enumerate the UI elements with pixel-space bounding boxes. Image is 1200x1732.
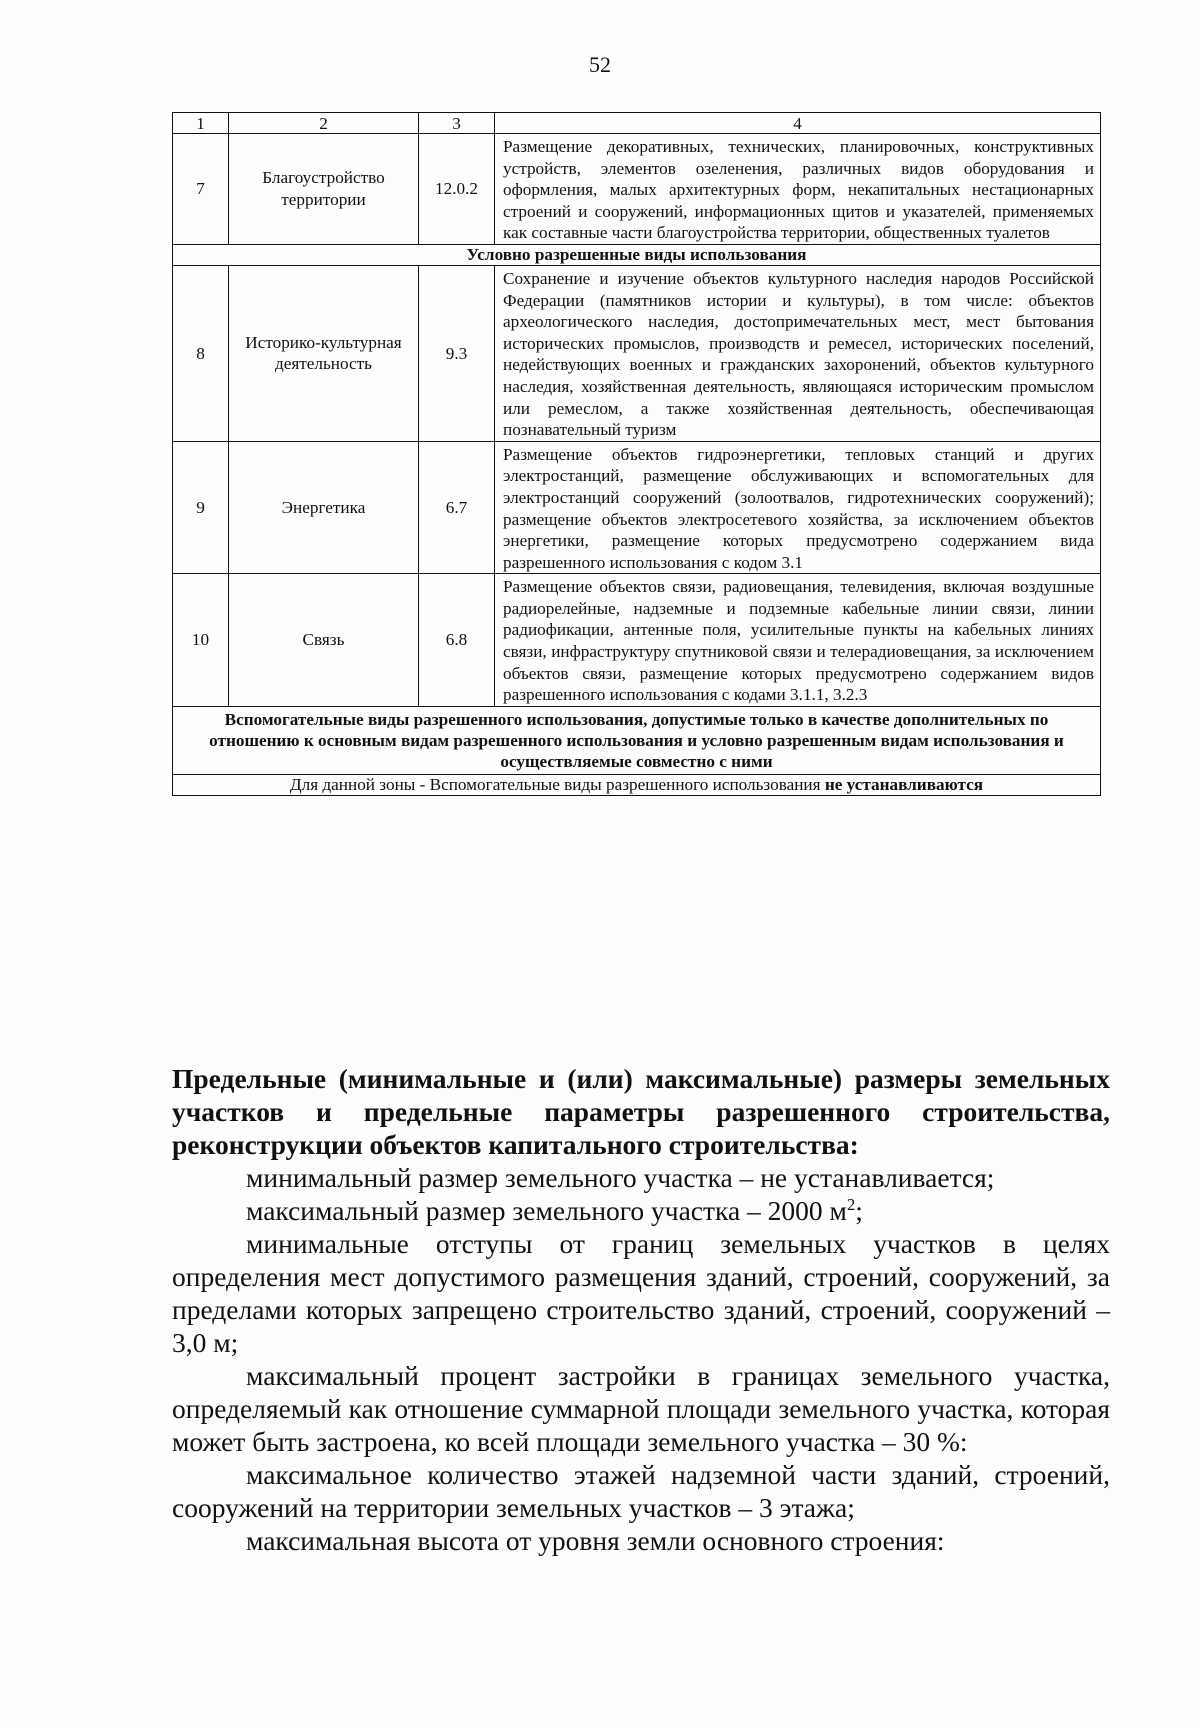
table-row — [173, 574, 1101, 707]
param-setbacks: минимальные отступы от границ земельных участков в целях определения мест допустимого размещения зданий, строений, сооружений, за пределами которых запрещено строительство зданий, строений, сооружений – 3,0 м; — [172, 1228, 1110, 1358]
header-cell: 3 — [419, 113, 495, 134]
section-title-conditional: Условно разрешенные виды использования — [173, 244, 1101, 265]
table-header-row — [173, 113, 1101, 134]
note-text: Для данной зоны - Вспомогательные виды разрешенного использования — [289, 774, 825, 794]
param-max-size — [172, 1194, 1110, 1227]
section-row — [173, 706, 1101, 774]
max-size-sup: 2 — [846, 1194, 856, 1214]
param-floors: максимальное количество этажей надземной части зданий, строений, сооружений на территории земельных участков – 3 этажа; — [172, 1459, 1110, 1523]
parameters-heading: Предельные (минимальные и (или) максимальные) размеры земельных участков и предельные параметры разрешенного строительства, реконструкции объектов капитального строительства: — [172, 1063, 1110, 1160]
use-code: 6.8 — [419, 574, 495, 707]
max-size-suffix: ; — [855, 1195, 863, 1226]
land-use-table — [172, 112, 1101, 796]
parameters-section — [172, 1062, 1110, 1557]
param-min-size: минимальный размер земельного участка – не устанавливается; — [246, 1162, 995, 1193]
use-description: Размещение декоративных, технических, планировочных, конструктивных устройств, элементов озеленения, различных видов оборудования и оформления, малых архитектурных форм, некапитальных нестационарных строений и сооружений, информационных щитов и указателей, применяемых как составные части благоустройства территории, общественных туалетов — [495, 134, 1101, 245]
use-name: Историко-культурная деятельность — [229, 265, 419, 441]
use-description: Размещение объектов связи, радиовещания, телевидения, включая воздушные радиорелейные, надземные и подземные кабельные линии связи, линии радиофикации, антенные поля, усилительные пункты на кабельных линиях связи, инфраструктуру спутниковой связи и телерадиовещания, за исключением объектов связи, размещение которых предусмотрено содержанием видов разрешенного использования с кодами 3.1.1, 3.2.3 — [495, 574, 1101, 707]
max-size-text: максимальный размер земельного участка – 2000 м — [246, 1195, 847, 1226]
header-cell: 1 — [173, 113, 229, 134]
page-number: 52 — [589, 52, 611, 77]
row-number: 10 — [173, 574, 229, 707]
note-row — [173, 774, 1101, 795]
note-emphasis: не устанавливаются — [824, 774, 984, 794]
table-row — [173, 265, 1101, 441]
section-row — [173, 244, 1101, 265]
use-description: Размещение объектов гидроэнергетики, тепловых станций и других электростанций, размещение обслуживающих и вспомогательных для электростанций сооружений (золоотвалов, гидротехнических сооружений); размещение объектов электросетевого хозяйства, за исключением объектов энергетики, размещение которых предусмотрено содержанием вида разрешенного использования с кодом 3.1 — [495, 441, 1101, 574]
use-code: 9.3 — [419, 265, 495, 441]
table-row — [173, 134, 1101, 245]
use-name: Энергетика — [229, 441, 419, 574]
use-description: Сохранение и изучение объектов культурного наследия народов Российской Федерации (памятников истории и культуры), в том числе: объектов археологического наследия, достопримечательных мест, мест бытования исторических промыслов, производств и ремесел, исторических поселений, недействующих военных и гражданских захоронений, объектов культурного наследия, хозяйственная деятельность, являющаяся историческим промыслом или ремеслом, а также хозяйственная деятельность, обеспечивающая познавательный туризм — [495, 265, 1101, 441]
row-number: 7 — [173, 134, 229, 245]
use-name: Связь — [229, 574, 419, 707]
section-title-auxiliary: Вспомогательные виды разрешенного использования, допустимые только в качестве дополнительных по отношению к основным видам разрешенного использования и условно разрешенным видам использования и осуществляемые совместно с ними — [173, 706, 1101, 774]
use-name: Благоустройство территории — [229, 134, 419, 245]
row-number: 9 — [173, 441, 229, 574]
use-code: 6.7 — [419, 441, 495, 574]
param-coverage: максимальный процент застройки в границах земельного участка, определяемый как отношение суммарной площади земельного участка, которая может быть застроена, ко всей площади земельного участка – 30 %: — [172, 1360, 1110, 1457]
param-height: максимальная высота от уровня земли основного строения: — [246, 1525, 945, 1556]
header-cell: 2 — [229, 113, 419, 134]
header-cell: 4 — [495, 113, 1101, 134]
row-number: 8 — [173, 265, 229, 441]
auxiliary-note — [173, 774, 1101, 795]
use-code: 12.0.2 — [419, 134, 495, 245]
table-row — [173, 441, 1101, 574]
